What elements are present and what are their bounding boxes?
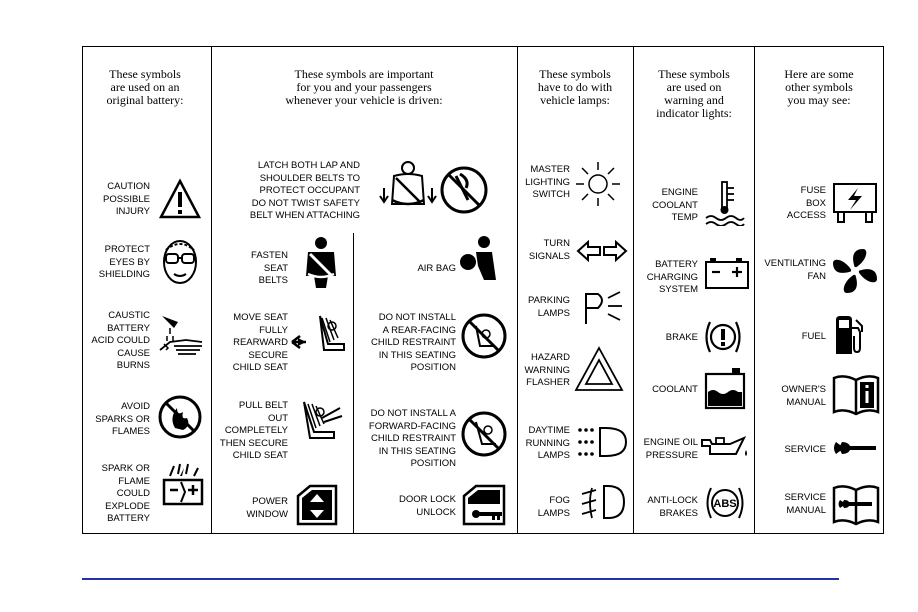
label-avoid-sparks: AVOID SPARKS OR FLAMES	[95, 401, 150, 437]
column-divider	[633, 47, 634, 533]
header-battery: These symbols are used on an original battery:	[106, 67, 184, 107]
label-latch-belts: LATCH BOTH LAP AND SHOULDER BELTS TO PROTECT OCCUPANT DO NOT TWIST SAFETY BELT WHEN ATTACHING	[249, 160, 360, 221]
label-service: SERVICE	[784, 444, 826, 455]
oil-can-icon	[700, 432, 750, 462]
label-no-forward-facing: DO NOT INSTALL A FORWARD-FACING CHILD RESTRAINT IN THIS SEATING POSITION	[368, 408, 456, 469]
fuse-box-icon	[832, 182, 878, 224]
coolant-temp-icon	[704, 180, 746, 226]
label-pull-belt: PULL BELT OUT COMPLETELY THEN SECURE CHILD SEAT	[219, 400, 288, 461]
fuel-pump-icon	[832, 314, 864, 356]
label-anti-lock: ANTI-LOCK BRAKES	[647, 495, 698, 519]
label-power-window: POWER WINDOW	[246, 496, 288, 520]
label-brake: BRAKE	[665, 332, 698, 343]
air-bag-icon	[458, 234, 502, 282]
no-rear-facing-seat-icon	[460, 312, 508, 360]
label-protect-eyes: PROTECT EYES BY SHIELDING	[98, 244, 150, 280]
footer-rule	[82, 578, 839, 580]
owners-manual-icon	[832, 372, 880, 416]
label-fasten-belts: FASTEN SEAT BELTS	[251, 250, 288, 286]
abs-icon-text: ABS	[713, 498, 737, 510]
seat-belt-icon	[300, 236, 342, 290]
label-coolant: COOLANT	[652, 384, 698, 395]
sub-column-divider	[353, 233, 354, 533]
label-ventilating-fan: VENTILATING FAN	[764, 258, 826, 282]
label-hazard-flasher: HAZARD WARNING FLASHER	[524, 352, 570, 388]
symbols-table	[82, 46, 884, 534]
header-lamps: These symbols have to do with vehicle lamps:	[537, 67, 613, 107]
label-spark-explode: SPARK OR FLAME COULD EXPLODE BATTERY	[101, 463, 150, 524]
caution-triangle-icon	[158, 178, 202, 220]
safety-belt-latch-icon	[378, 160, 490, 220]
label-daytime-running: DAYTIME RUNNING LAMPS	[525, 425, 570, 461]
no-forward-facing-seat-icon	[460, 410, 508, 458]
label-caution: CAUTION POSSIBLE INJURY	[103, 181, 150, 217]
turn-signals-icon	[576, 240, 628, 262]
label-fuse-box: FUSE BOX ACCESS	[786, 185, 826, 221]
label-parking-lamps: PARKING LAMPS	[527, 295, 570, 319]
child-seat-rearward-icon	[290, 312, 346, 356]
master-lighting-icon	[574, 162, 622, 208]
abs-icon	[704, 484, 746, 522]
daytime-running-lamps-icon	[576, 424, 628, 462]
fan-icon	[830, 246, 880, 296]
battery-explode-icon	[160, 462, 206, 508]
label-owners-manual: OWNER'S MANUAL	[781, 384, 826, 408]
coolant-level-icon	[704, 366, 746, 412]
brake-icon	[702, 318, 744, 356]
label-fuel: FUEL	[801, 331, 826, 342]
label-master-lighting: MASTER LIGHTING SWITCH	[525, 164, 570, 200]
battery-charging-icon	[704, 256, 750, 290]
label-engine-coolant: ENGINE COOLANT TEMP	[652, 187, 698, 223]
power-window-icon	[294, 482, 340, 528]
label-oil-pressure: ENGINE OIL PRESSURE	[643, 437, 698, 461]
fog-lamps-icon	[578, 484, 628, 522]
label-service-manual: SERVICE MANUAL	[784, 492, 826, 516]
label-fog-lamps: FOG LAMPS	[537, 495, 570, 519]
eye-shield-face-icon	[158, 234, 202, 286]
label-turn-signals: TURN SIGNALS	[528, 238, 570, 262]
wrench-icon	[834, 438, 878, 458]
service-manual-icon	[832, 482, 880, 526]
hazard-triangle-icon	[574, 346, 624, 392]
label-door-lock: DOOR LOCK UNLOCK	[398, 494, 456, 518]
acid-burn-hand-icon	[156, 312, 206, 356]
header-passengers: These symbols are important for you and your passengers whenever your vehicle is driven:	[285, 67, 443, 107]
label-no-rear-facing: DO NOT INSTALL A REAR-FACING CHILD RESTRAINT IN THIS SEATING POSITION	[371, 312, 456, 373]
label-move-seat: MOVE SEAT FULLY REARWARD SECURE CHILD SEAT	[232, 312, 288, 373]
label-air-bag: AIR BAG	[417, 263, 456, 274]
label-caustic-acid: CAUSTIC BATTERY ACID COULD CAUSE BURNS	[91, 310, 150, 371]
no-flame-icon	[157, 394, 203, 440]
label-battery-charging: BATTERY CHARGING SYSTEM	[646, 259, 698, 295]
door-lock-icon	[460, 482, 508, 528]
child-seat-belt-icon	[294, 398, 346, 444]
parking-lamps-icon	[582, 290, 624, 326]
header-other: Here are some other symbols you may see:	[784, 67, 854, 107]
header-warning: These symbols are used on warning and indicator lights:	[656, 67, 732, 120]
column-divider	[754, 47, 755, 533]
